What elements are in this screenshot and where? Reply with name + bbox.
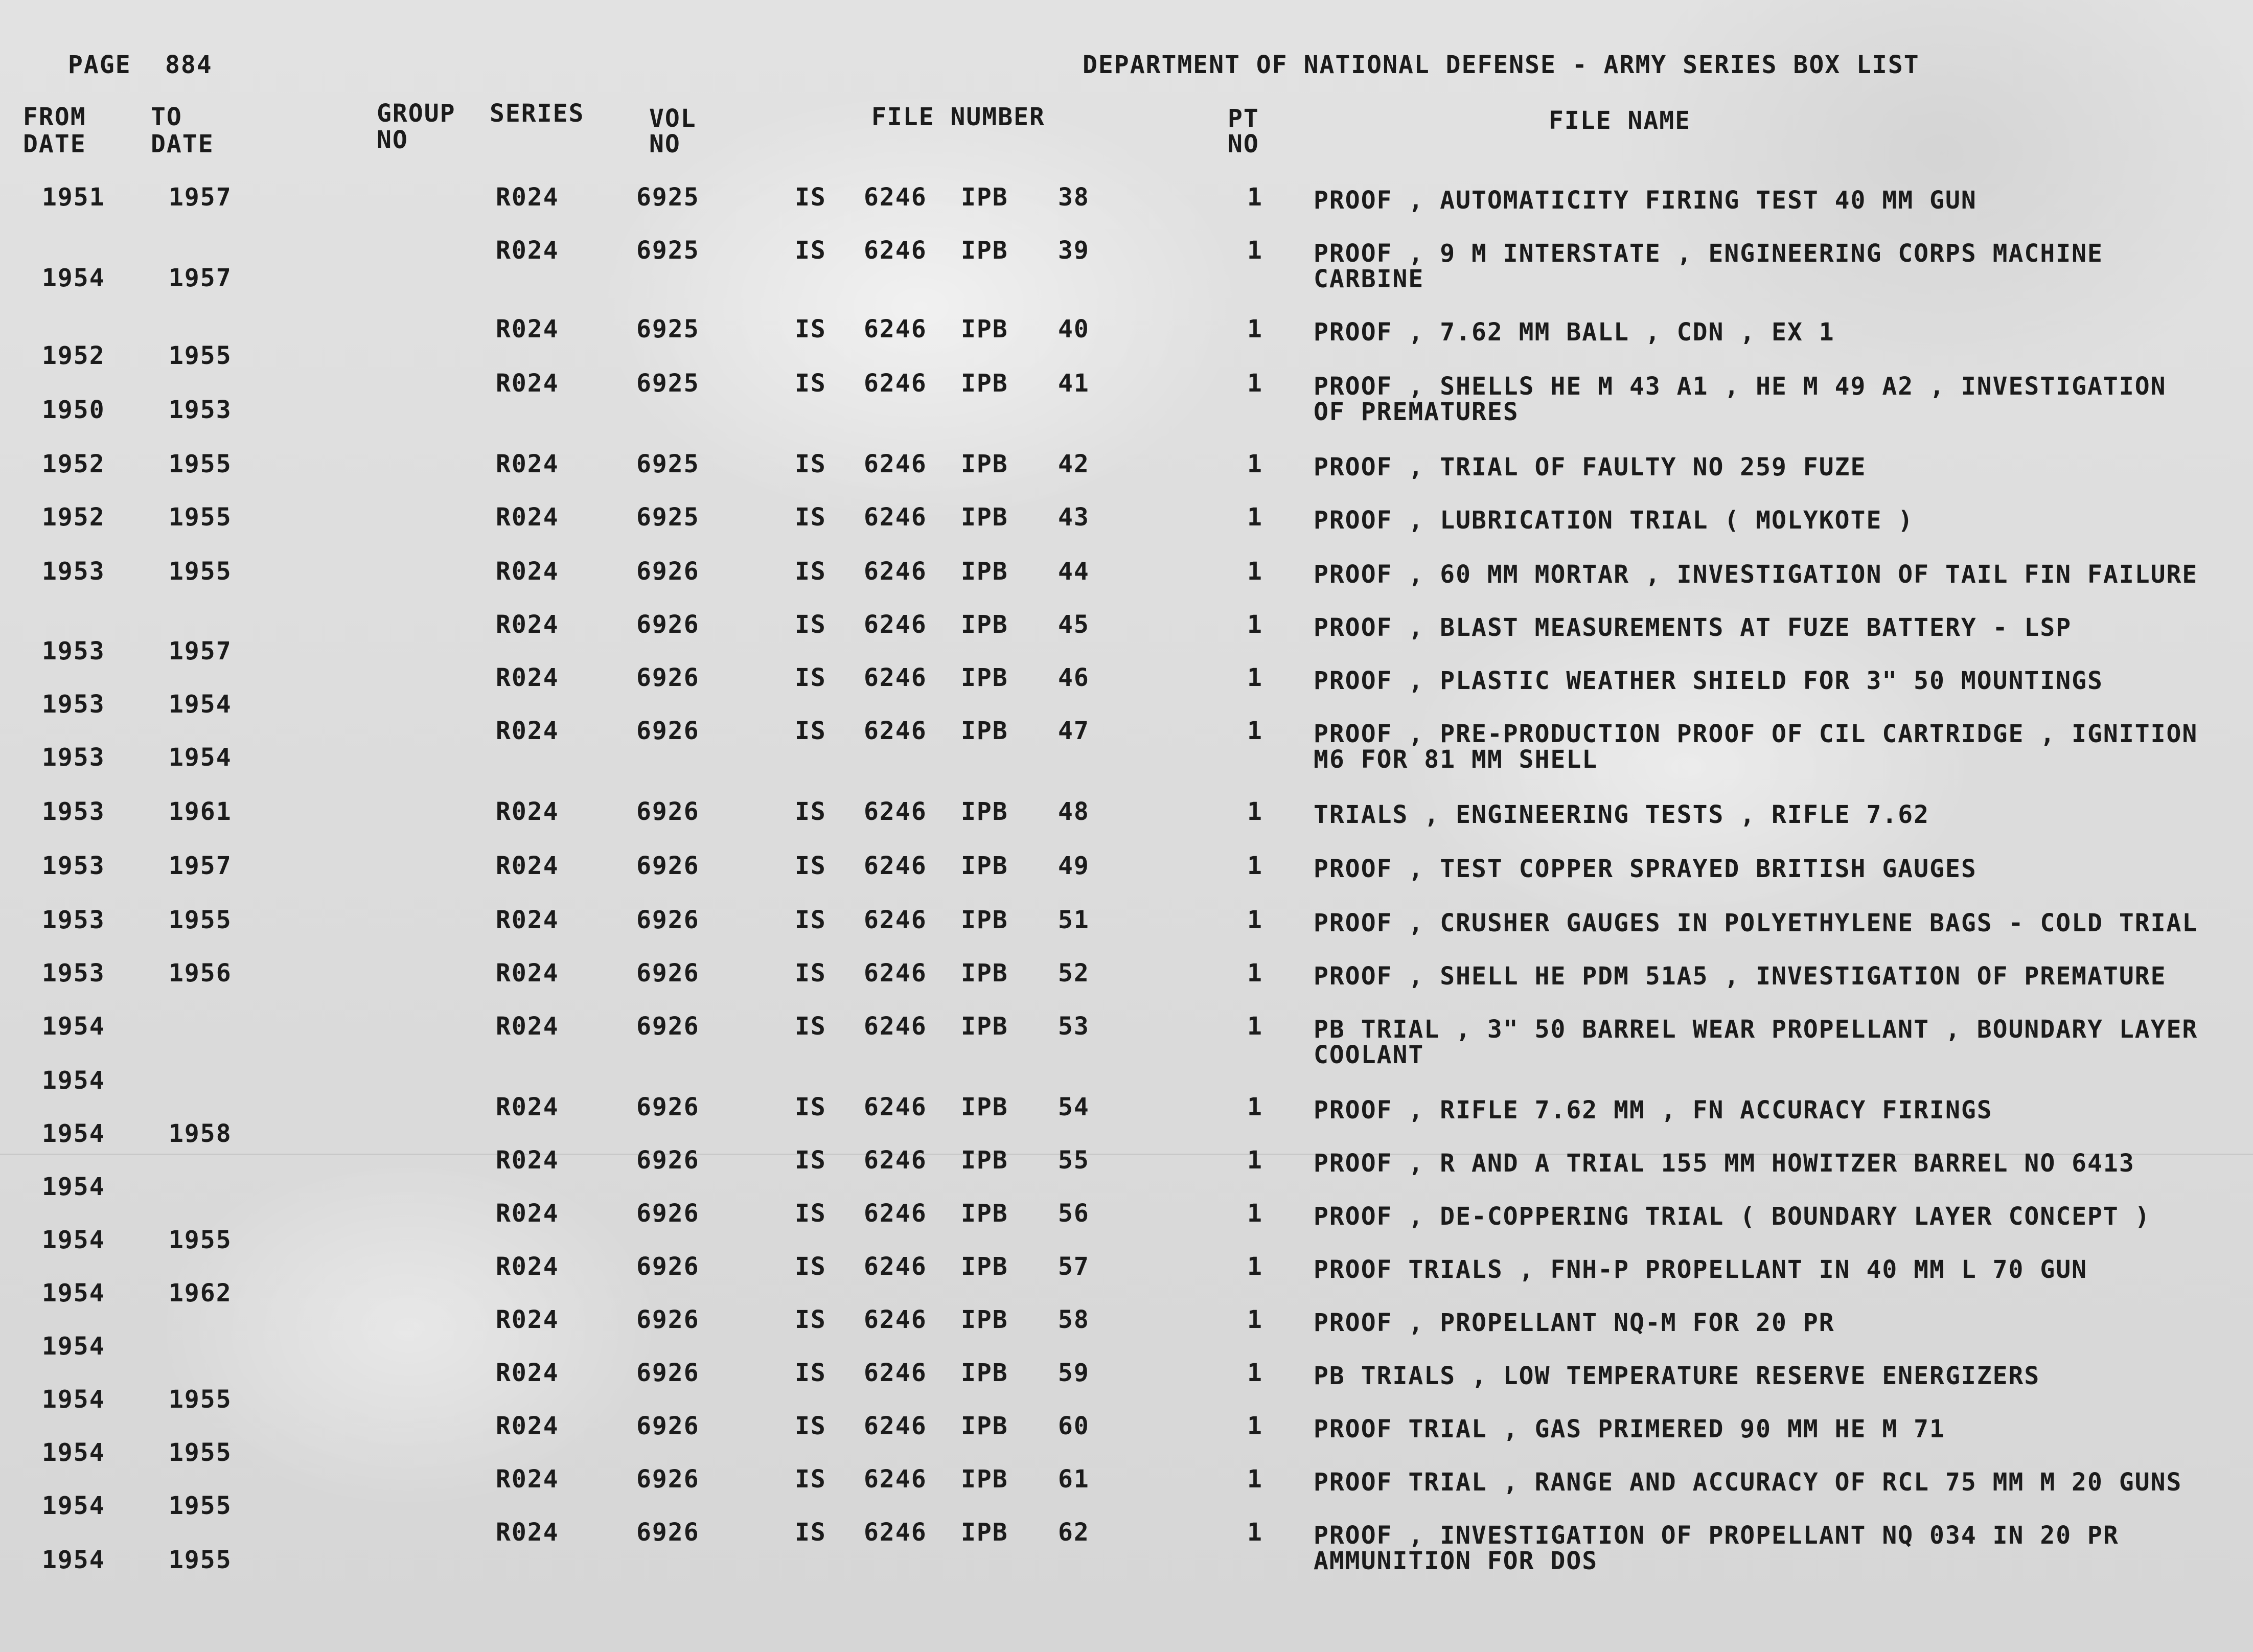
file-item-number-cell: 43 <box>1058 503 1090 532</box>
file-item-number-cell: 48 <box>1058 797 1090 826</box>
file-name-line: PROOF , INVESTIGATION OF PROPELLANT NQ 034 IN 20 PR <box>1314 1521 2119 1550</box>
file-item-number-cell: 52 <box>1058 959 1090 988</box>
pt-no-cell: 1 <box>1247 852 1263 880</box>
file-series-number-cell: 6246 <box>864 1093 927 1121</box>
series-cell: R024 <box>496 852 559 880</box>
pt-no-cell: 1 <box>1247 797 1263 826</box>
file-prefix-cell: IS <box>795 450 826 478</box>
pt-no-cell: 1 <box>1247 1199 1263 1228</box>
file-name-line: PROOF , TEST COPPER SPRAYED BRITISH GAUGES <box>1314 855 1977 883</box>
document-title: DEPARTMENT OF NATIONAL DEFENSE - ARMY SERIES BOX LIST <box>1083 51 1920 79</box>
file-series-number-cell: 6246 <box>864 610 927 639</box>
series-cell: R024 <box>496 1412 559 1440</box>
series-cell: R024 <box>496 717 559 745</box>
col-vol-no-1: VOL <box>649 104 697 133</box>
vol-no-cell: 6925 <box>636 315 700 343</box>
pt-no-cell: 1 <box>1247 557 1263 586</box>
col-pt-no-2: NO <box>1228 130 1259 158</box>
file-code-cell: IPB <box>961 797 1008 826</box>
file-prefix-cell: IS <box>795 1199 826 1228</box>
file-code-cell: IPB <box>961 1465 1008 1494</box>
to-date-cell: 1955 <box>169 341 232 370</box>
pt-no-cell: 1 <box>1247 717 1263 745</box>
vol-no-cell: 6926 <box>636 1012 700 1041</box>
to-date-cell: 1955 <box>169 450 232 478</box>
file-name-line: PROOF , PLASTIC WEATHER SHIELD FOR 3" 50 MOUNTINGS <box>1314 667 2103 695</box>
col-group-no-1: GROUP <box>377 99 456 128</box>
series-cell: R024 <box>496 369 559 398</box>
file-prefix-cell: IS <box>795 906 826 934</box>
series-cell: R024 <box>496 663 559 692</box>
col-from-date-1: FROM <box>23 103 86 131</box>
col-group-no-2: NO <box>377 126 408 154</box>
file-item-number-cell: 61 <box>1058 1465 1090 1494</box>
file-name-line: OF PREMATURES <box>1314 398 1519 426</box>
file-code-cell: IPB <box>961 236 1008 265</box>
to-date-cell: 1954 <box>169 690 232 719</box>
file-name-line: M6 FOR 81 MM SHELL <box>1314 745 1598 774</box>
from-date-cell: 1951 <box>42 183 105 212</box>
file-series-number-cell: 6246 <box>864 315 927 343</box>
file-series-number-cell: 6246 <box>864 1146 927 1175</box>
file-series-number-cell: 6246 <box>864 906 927 934</box>
vol-no-cell: 6926 <box>636 1252 700 1281</box>
file-series-number-cell: 6246 <box>864 503 927 532</box>
file-code-cell: IPB <box>961 1093 1008 1121</box>
file-prefix-cell: IS <box>795 1412 826 1440</box>
file-code-cell: IPB <box>961 503 1008 532</box>
file-name-line: PROOF TRIAL , RANGE AND ACCURACY OF RCL 75 MM M 20 GUNS <box>1314 1468 2182 1497</box>
file-prefix-cell: IS <box>795 1012 826 1041</box>
series-cell: R024 <box>496 450 559 478</box>
file-item-number-cell: 62 <box>1058 1518 1090 1547</box>
file-name-line: PROOF , PRE-PRODUCTION PROOF OF CIL CARTRIDGE , IGNITION <box>1314 720 2198 748</box>
col-series: SERIES <box>490 99 585 128</box>
file-series-number-cell: 6246 <box>864 959 927 988</box>
from-date-cell: 1953 <box>42 690 105 719</box>
file-item-number-cell: 38 <box>1058 183 1090 212</box>
series-cell: R024 <box>496 1146 559 1175</box>
file-series-number-cell: 6246 <box>864 717 927 745</box>
from-date-cell: 1954 <box>42 1279 105 1307</box>
file-prefix-cell: IS <box>795 183 826 212</box>
file-name-line: PROOF , BLAST MEASUREMENTS AT FUZE BATTERY - LSP <box>1314 613 2072 642</box>
pt-no-cell: 1 <box>1247 1252 1263 1281</box>
series-cell: R024 <box>496 610 559 639</box>
file-code-cell: IPB <box>961 1412 1008 1440</box>
file-name-line: AMMUNITION FOR DOS <box>1314 1547 1598 1575</box>
series-cell: R024 <box>496 1359 559 1387</box>
file-name-line: PROOF , PROPELLANT NQ-M FOR 20 PR <box>1314 1309 1835 1337</box>
file-series-number-cell: 6246 <box>864 1359 927 1387</box>
vol-no-cell: 6926 <box>636 906 700 934</box>
file-code-cell: IPB <box>961 1146 1008 1175</box>
file-code-cell: IPB <box>961 1252 1008 1281</box>
series-cell: R024 <box>496 315 559 343</box>
from-date-cell: 1953 <box>42 906 105 934</box>
series-cell: R024 <box>496 1465 559 1494</box>
file-prefix-cell: IS <box>795 1305 826 1334</box>
file-code-cell: IPB <box>961 557 1008 586</box>
series-cell: R024 <box>496 1093 559 1121</box>
pt-no-cell: 1 <box>1247 1518 1263 1547</box>
file-code-cell: IPB <box>961 1518 1008 1547</box>
from-date-cell: 1952 <box>42 450 105 478</box>
pt-no-cell: 1 <box>1247 906 1263 934</box>
file-series-number-cell: 6246 <box>864 183 927 212</box>
file-code-cell: IPB <box>961 369 1008 398</box>
from-date-cell: 1953 <box>42 852 105 880</box>
vol-no-cell: 6926 <box>636 610 700 639</box>
from-date-cell: 1954 <box>42 1546 105 1574</box>
pt-no-cell: 1 <box>1247 663 1263 692</box>
vol-no-cell: 6926 <box>636 1359 700 1387</box>
pt-no-cell: 1 <box>1247 183 1263 212</box>
to-date-cell: 1955 <box>169 557 232 586</box>
vol-no-cell: 6926 <box>636 717 700 745</box>
file-series-number-cell: 6246 <box>864 369 927 398</box>
file-item-number-cell: 49 <box>1058 852 1090 880</box>
file-prefix-cell: IS <box>795 852 826 880</box>
col-pt-no-1: PT <box>1228 104 1259 133</box>
file-prefix-cell: IS <box>795 236 826 265</box>
page-number: 884 <box>165 51 213 79</box>
col-file-number: FILE NUMBER <box>871 103 1045 131</box>
vol-no-cell: 6926 <box>636 797 700 826</box>
vol-no-cell: 6925 <box>636 503 700 532</box>
file-series-number-cell: 6246 <box>864 1412 927 1440</box>
file-item-number-cell: 40 <box>1058 315 1090 343</box>
pt-no-cell: 1 <box>1247 1012 1263 1041</box>
file-item-number-cell: 59 <box>1058 1359 1090 1387</box>
file-code-cell: IPB <box>961 183 1008 212</box>
series-cell: R024 <box>496 1012 559 1041</box>
from-date-cell: 1953 <box>42 959 105 988</box>
file-prefix-cell: IS <box>795 1359 826 1387</box>
file-series-number-cell: 6246 <box>864 1012 927 1041</box>
file-name-line: PB TRIAL , 3" 50 BARREL WEAR PROPELLANT , BOUNDARY LAYER <box>1314 1015 2198 1044</box>
file-item-number-cell: 58 <box>1058 1305 1090 1334</box>
series-cell: R024 <box>496 1518 559 1547</box>
col-to-date-2: DATE <box>151 130 214 158</box>
vol-no-cell: 6926 <box>636 959 700 988</box>
file-prefix-cell: IS <box>795 1146 826 1175</box>
file-code-cell: IPB <box>961 717 1008 745</box>
file-name-line: TRIALS , ENGINEERING TESTS , RIFLE 7.62 <box>1314 800 1930 829</box>
series-cell: R024 <box>496 906 559 934</box>
file-item-number-cell: 56 <box>1058 1199 1090 1228</box>
pt-no-cell: 1 <box>1247 959 1263 988</box>
file-prefix-cell: IS <box>795 1252 826 1281</box>
file-prefix-cell: IS <box>795 797 826 826</box>
pt-no-cell: 1 <box>1247 315 1263 343</box>
file-name-line: PROOF , SHELLS HE M 43 A1 , HE M 49 A2 , INVESTIGATION <box>1314 372 2167 401</box>
vol-no-cell: 6925 <box>636 450 700 478</box>
file-item-number-cell: 55 <box>1058 1146 1090 1175</box>
file-code-cell: IPB <box>961 1305 1008 1334</box>
from-date-cell: 1953 <box>42 637 105 666</box>
file-series-number-cell: 6246 <box>864 663 927 692</box>
to-date-cell: 1955 <box>169 906 232 934</box>
col-from-date-2: DATE <box>23 130 86 158</box>
from-date-cell: 1952 <box>42 503 105 532</box>
file-name-line: PB TRIALS , LOW TEMPERATURE RESERVE ENERGIZERS <box>1314 1362 2040 1390</box>
to-date-cell: 1955 <box>169 1226 232 1254</box>
file-prefix-cell: IS <box>795 1093 826 1121</box>
file-series-number-cell: 6246 <box>864 1465 927 1494</box>
file-prefix-cell: IS <box>795 610 826 639</box>
file-series-number-cell: 6246 <box>864 1252 927 1281</box>
pt-no-cell: 1 <box>1247 1146 1263 1175</box>
vol-no-cell: 6926 <box>636 1305 700 1334</box>
file-item-number-cell: 53 <box>1058 1012 1090 1041</box>
file-prefix-cell: IS <box>795 315 826 343</box>
series-cell: R024 <box>496 797 559 826</box>
pt-no-cell: 1 <box>1247 236 1263 265</box>
file-series-number-cell: 6246 <box>864 557 927 586</box>
file-code-cell: IPB <box>961 852 1008 880</box>
vol-no-cell: 6926 <box>636 1518 700 1547</box>
col-file-name: FILE NAME <box>1549 106 1691 135</box>
vol-no-cell: 6925 <box>636 369 700 398</box>
from-date-cell: 1954 <box>42 1066 105 1095</box>
pt-no-cell: 1 <box>1247 450 1263 478</box>
file-prefix-cell: IS <box>795 959 826 988</box>
to-date-cell: 1957 <box>169 264 232 292</box>
to-date-cell: 1961 <box>169 797 232 826</box>
file-item-number-cell: 46 <box>1058 663 1090 692</box>
pt-no-cell: 1 <box>1247 1359 1263 1387</box>
page-label: PAGE <box>68 51 131 79</box>
from-date-cell: 1954 <box>42 1332 105 1361</box>
file-item-number-cell: 60 <box>1058 1412 1090 1440</box>
file-name-line: PROOF , RIFLE 7.62 MM , FN ACCURACY FIRINGS <box>1314 1096 1993 1125</box>
file-name-line: COOLANT <box>1314 1041 1424 1069</box>
file-series-number-cell: 6246 <box>864 852 927 880</box>
from-date-cell: 1954 <box>42 1119 105 1148</box>
file-series-number-cell: 6246 <box>864 1518 927 1547</box>
pt-no-cell: 1 <box>1247 610 1263 639</box>
from-date-cell: 1954 <box>42 1012 105 1041</box>
file-name-line: PROOF , SHELL HE PDM 51A5 , INVESTIGATION OF PREMATURE <box>1314 962 2167 991</box>
file-prefix-cell: IS <box>795 717 826 745</box>
file-name-line: PROOF , AUTOMATICITY FIRING TEST 40 MM GUN <box>1314 186 1977 215</box>
file-code-cell: IPB <box>961 1199 1008 1228</box>
file-code-cell: IPB <box>961 959 1008 988</box>
from-date-cell: 1953 <box>42 557 105 586</box>
vol-no-cell: 6926 <box>636 1199 700 1228</box>
vol-no-cell: 6926 <box>636 852 700 880</box>
file-code-cell: IPB <box>961 1359 1008 1387</box>
file-name-line: PROOF , DE-COPPERING TRIAL ( BOUNDARY LAYER CONCEPT ) <box>1314 1202 2151 1231</box>
to-date-cell: 1954 <box>169 743 232 772</box>
to-date-cell: 1953 <box>169 396 232 424</box>
file-code-cell: IPB <box>961 610 1008 639</box>
file-prefix-cell: IS <box>795 663 826 692</box>
to-date-cell: 1955 <box>169 1438 232 1467</box>
pt-no-cell: 1 <box>1247 369 1263 398</box>
file-name-line: PROOF , R AND A TRIAL 155 MM HOWITZER BARREL NO 6413 <box>1314 1149 2135 1178</box>
file-code-cell: IPB <box>961 450 1008 478</box>
file-item-number-cell: 57 <box>1058 1252 1090 1281</box>
vol-no-cell: 6926 <box>636 1465 700 1494</box>
file-name-line: PROOF , 9 M INTERSTATE , ENGINEERING CORPS MACHINE <box>1314 239 2103 268</box>
file-name-line: CARBINE <box>1314 265 1424 293</box>
file-prefix-cell: IS <box>795 369 826 398</box>
from-date-cell: 1954 <box>42 1385 105 1414</box>
series-cell: R024 <box>496 236 559 265</box>
from-date-cell: 1954 <box>42 264 105 292</box>
series-cell: R024 <box>496 557 559 586</box>
file-name-line: PROOF TRIALS , FNH-P PROPELLANT IN 40 MM L 70 GUN <box>1314 1255 2088 1284</box>
vol-no-cell: 6926 <box>636 1412 700 1440</box>
to-date-cell: 1962 <box>169 1279 232 1307</box>
from-date-cell: 1954 <box>42 1492 105 1520</box>
vol-no-cell: 6925 <box>636 236 700 265</box>
file-name-line: PROOF , LUBRICATION TRIAL ( MOLYKOTE ) <box>1314 506 1914 535</box>
file-code-cell: IPB <box>961 315 1008 343</box>
vol-no-cell: 6926 <box>636 557 700 586</box>
series-cell: R024 <box>496 1252 559 1281</box>
file-prefix-cell: IS <box>795 557 826 586</box>
vol-no-cell: 6925 <box>636 183 700 212</box>
to-date-cell: 1955 <box>169 1385 232 1414</box>
series-cell: R024 <box>496 503 559 532</box>
from-date-cell: 1954 <box>42 1173 105 1201</box>
vol-no-cell: 6926 <box>636 1146 700 1175</box>
from-date-cell: 1953 <box>42 797 105 826</box>
file-name-line: PROOF , CRUSHER GAUGES IN POLYETHYLENE BAGS - COLD TRIAL <box>1314 909 2198 937</box>
file-code-cell: IPB <box>961 906 1008 934</box>
to-date-cell: 1957 <box>169 183 232 212</box>
series-cell: R024 <box>496 1305 559 1334</box>
file-item-number-cell: 41 <box>1058 369 1090 398</box>
file-series-number-cell: 6246 <box>864 1199 927 1228</box>
col-to-date-1: TO <box>151 103 182 131</box>
pt-no-cell: 1 <box>1247 503 1263 532</box>
file-prefix-cell: IS <box>795 503 826 532</box>
file-item-number-cell: 42 <box>1058 450 1090 478</box>
file-item-number-cell: 45 <box>1058 610 1090 639</box>
from-date-cell: 1950 <box>42 396 105 424</box>
from-date-cell: 1954 <box>42 1438 105 1467</box>
file-item-number-cell: 47 <box>1058 717 1090 745</box>
series-cell: R024 <box>496 1199 559 1228</box>
file-item-number-cell: 54 <box>1058 1093 1090 1121</box>
pt-no-cell: 1 <box>1247 1093 1263 1121</box>
file-code-cell: IPB <box>961 663 1008 692</box>
to-date-cell: 1955 <box>169 1492 232 1520</box>
file-item-number-cell: 39 <box>1058 236 1090 265</box>
file-series-number-cell: 6246 <box>864 1305 927 1334</box>
file-item-number-cell: 44 <box>1058 557 1090 586</box>
from-date-cell: 1953 <box>42 743 105 772</box>
file-prefix-cell: IS <box>795 1518 826 1547</box>
pt-no-cell: 1 <box>1247 1305 1263 1334</box>
series-cell: R024 <box>496 183 559 212</box>
col-vol-no-2: NO <box>649 130 681 158</box>
to-date-cell: 1957 <box>169 852 232 880</box>
from-date-cell: 1954 <box>42 1226 105 1254</box>
vol-no-cell: 6926 <box>636 1093 700 1121</box>
file-name-line: PROOF , 60 MM MORTAR , INVESTIGATION OF TAIL FIN FAILURE <box>1314 560 2198 589</box>
to-date-cell: 1955 <box>169 1546 232 1574</box>
to-date-cell: 1955 <box>169 503 232 532</box>
to-date-cell: 1957 <box>169 637 232 666</box>
file-item-number-cell: 51 <box>1058 906 1090 934</box>
file-series-number-cell: 6246 <box>864 236 927 265</box>
from-date-cell: 1952 <box>42 341 105 370</box>
file-prefix-cell: IS <box>795 1465 826 1494</box>
to-date-cell: 1956 <box>169 959 232 988</box>
pt-no-cell: 1 <box>1247 1412 1263 1440</box>
series-cell: R024 <box>496 959 559 988</box>
to-date-cell: 1958 <box>169 1119 232 1148</box>
vol-no-cell: 6926 <box>636 663 700 692</box>
file-name-line: PROOF , TRIAL OF FAULTY NO 259 FUZE <box>1314 453 1867 481</box>
pt-no-cell: 1 <box>1247 1465 1263 1494</box>
file-series-number-cell: 6246 <box>864 797 927 826</box>
file-name-line: PROOF TRIAL , GAS PRIMERED 90 MM HE M 71 <box>1314 1415 1945 1443</box>
file-series-number-cell: 6246 <box>864 450 927 478</box>
file-code-cell: IPB <box>961 1012 1008 1041</box>
file-name-line: PROOF , 7.62 MM BALL , CDN , EX 1 <box>1314 318 1835 347</box>
